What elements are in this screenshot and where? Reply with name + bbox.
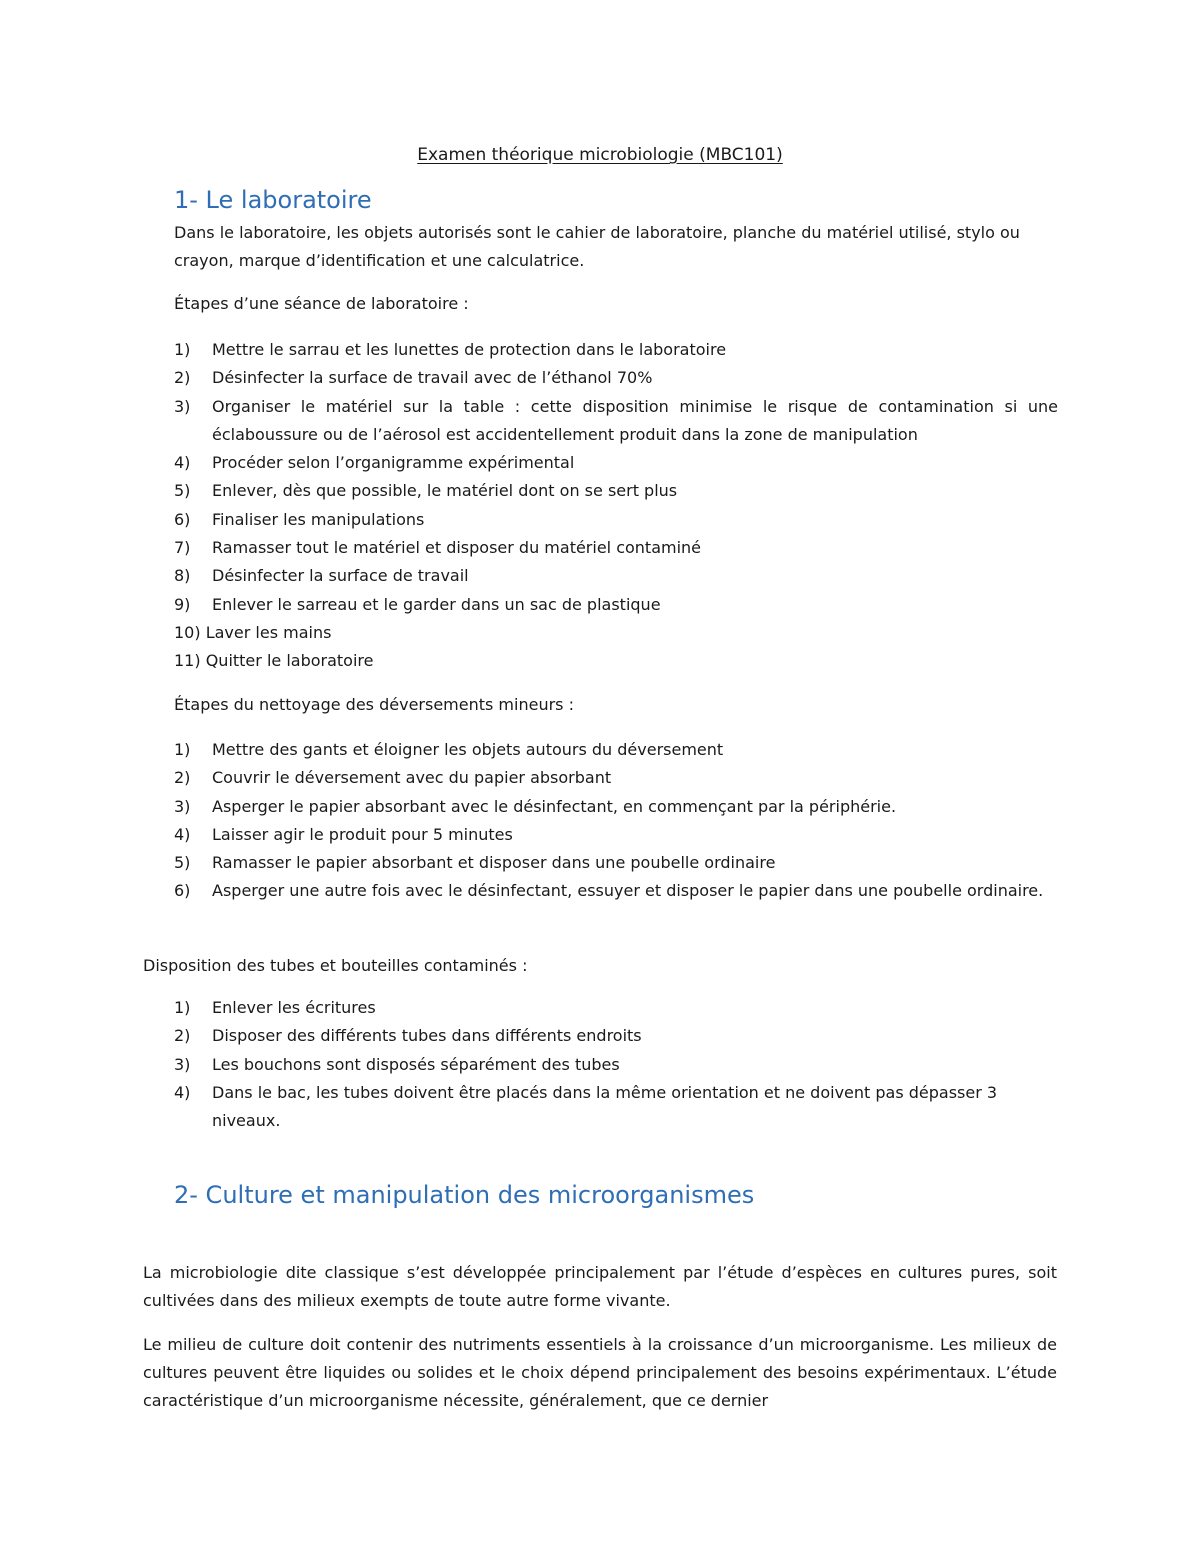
list-text: Les bouchons sont disposés séparément des tubes <box>212 1054 620 1074</box>
list-item <box>174 821 1058 849</box>
section-2-heading: 2- Culture et manipulation des microorganismes <box>174 1181 755 1209</box>
cleaning-list <box>174 736 1058 906</box>
document-title: Examen théorique microbiologie (MBC101) <box>417 145 783 165</box>
lab-steps-title: Étapes d’une séance de laboratoire : <box>174 294 469 313</box>
section-1-intro: Dans le laboratoire, les objets autorisés sont le cahier de laboratoire, planche du matériel utilisé, stylo ou crayon, marque d’identification et une calculatrice. <box>174 223 1020 270</box>
list-text: Laver les mains <box>205 622 332 642</box>
list-item <box>174 994 1058 1022</box>
list-number: 2) <box>174 368 191 388</box>
list-item <box>174 591 1058 619</box>
list-number: 1) <box>174 998 191 1017</box>
list-item <box>174 764 1058 792</box>
list-number: 4) <box>174 824 191 844</box>
list-text: Désinfecter la surface de travail avec de l’éthanol 70% <box>212 368 653 388</box>
section-2-paragraph-1: La microbiologie dite classique s’est développée principalement par l’étude d’espèces en cultures pures, soit cultivées dans des milieux exempts de toute autre forme vivante. <box>143 1263 1057 1310</box>
list-text: Asperger une autre fois avec le désinfectant, essuyer et disposer le papier dans une poubelle ordinaire. <box>212 881 1044 901</box>
disposal-title: Disposition des tubes et bouteilles contaminés : <box>143 956 528 975</box>
list-text: Laisser agir le produit pour 5 minutes <box>212 824 513 844</box>
list-item <box>174 1022 1058 1050</box>
list-item <box>174 877 1058 905</box>
section-2-paragraph-2: Le milieu de culture doit contenir des nutriments essentiels à la croissance d’un microorganisme. Les milieux de cultures peuvent être liquides ou solides et le choix dépend principalement des besoins expérimentaux. L’étude caractéristique d’un microorganisme nécessite, généralement, que ce dernier <box>143 1335 1057 1410</box>
list-text: Organiser le matériel sur la table : cette disposition minimise le risque de contamination si une éclaboussure ou de l’aérosol est accidentellement produit dans la zone de manipulation <box>212 396 1058 444</box>
list-item <box>174 849 1058 877</box>
list-item <box>174 736 1058 764</box>
list-text: Mettre des gants et éloigner les objets autours du déversement <box>212 740 724 759</box>
list-number: 3) <box>174 796 191 816</box>
list-number: 2) <box>174 768 191 788</box>
list-text: Couvrir le déversement avec du papier absorbant <box>212 768 612 788</box>
list-text: Ramasser le papier absorbant et disposer dans une poubelle ordinaire <box>212 853 776 873</box>
list-text: Disposer des différents tubes dans différents endroits <box>212 1026 642 1046</box>
list-text: Enlever le sarreau et le garder dans un sac de plastique <box>212 594 661 614</box>
list-item <box>174 1079 1058 1136</box>
list-item <box>174 1051 1058 1079</box>
list-text: Ramasser tout le matériel et disposer du matériel contaminé <box>212 538 702 558</box>
list-number: 11) <box>174 651 201 671</box>
list-number: 6) <box>174 509 191 529</box>
list-number: 1) <box>174 740 191 759</box>
list-number: 1) <box>174 340 191 359</box>
list-number: 3) <box>174 1054 191 1074</box>
disposal-list <box>174 994 1058 1135</box>
list-text: Désinfecter la surface de travail <box>212 566 469 586</box>
list-number: 5) <box>174 853 191 873</box>
list-number: 5) <box>174 481 191 501</box>
list-item <box>174 336 1058 364</box>
list-text: Enlever les écritures <box>212 998 376 1017</box>
list-item <box>174 477 1058 505</box>
list-number: 10) <box>174 622 201 642</box>
list-text: Asperger le papier absorbant avec le désinfectant, en commençant par la périphérie. <box>212 796 897 816</box>
list-text: Enlever, dès que possible, le matériel dont on se sert plus <box>212 481 678 501</box>
list-item <box>174 647 1058 675</box>
list-number: 3) <box>174 396 191 416</box>
list-number: 4) <box>174 453 191 473</box>
list-number: 7) <box>174 538 191 558</box>
list-text: Quitter le laboratoire <box>205 651 374 671</box>
list-number: 2) <box>174 1026 191 1046</box>
lab-steps-list <box>174 336 1058 676</box>
list-text: Dans le bac, les tubes doivent être placés dans la même orientation et ne doivent pas dépasser 3 niveaux. <box>212 1082 998 1131</box>
list-item <box>174 449 1058 477</box>
list-item <box>174 393 1058 450</box>
list-number: 8) <box>174 566 191 586</box>
section-1-heading: 1- Le laboratoire <box>174 186 372 214</box>
list-item <box>174 506 1058 534</box>
list-text: Procéder selon l’organigramme expérimental <box>212 453 575 473</box>
cleaning-title: Étapes du nettoyage des déversements mineurs : <box>174 695 574 714</box>
list-item <box>174 619 1058 647</box>
list-item <box>174 793 1058 821</box>
list-item <box>174 534 1058 562</box>
list-number: 9) <box>174 594 191 614</box>
list-number: 6) <box>174 881 191 901</box>
list-item <box>174 364 1058 392</box>
list-number: 4) <box>174 1082 191 1102</box>
list-item <box>174 562 1058 590</box>
list-text: Finaliser les manipulations <box>212 509 425 529</box>
list-text: Mettre le sarrau et les lunettes de protection dans le laboratoire <box>212 340 727 359</box>
